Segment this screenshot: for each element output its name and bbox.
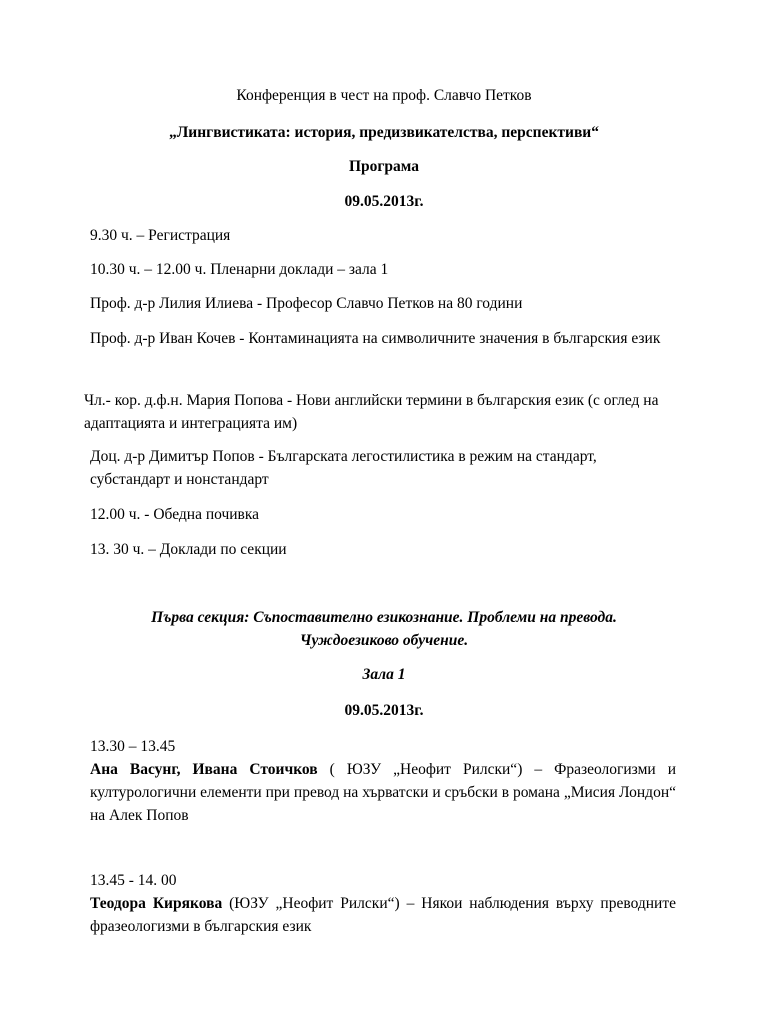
talk-1-authors: Ана Васунг, Ивана Стоичков xyxy=(90,761,318,778)
section-date: 09.05.2013г. xyxy=(344,702,424,719)
talk-2-authors: Теодора Кирякова xyxy=(90,895,223,912)
conference-dedication: Конференция в чест на проф. Славчо Петков xyxy=(236,87,532,104)
conference-title: „Лингвистиката: история, предизвикателства, перспективи“ xyxy=(169,124,599,141)
talk-1-text: ( ЮЗУ „Неофит Рилски“) – Фразеологизми и културологични елементи при превод на хърватски и сръбски в романа „Мисия Лондон“ на Алек Попов xyxy=(90,761,676,824)
schedule-plenary: 10.30 ч. – 12.00 ч. Пленарни доклади – зала 1 xyxy=(90,261,389,278)
talk-2-text: (ЮЗУ „Неофит Рилски“) – Някои наблюдения върху преводните фразеологизми в българския език xyxy=(90,895,677,935)
program-heading: Програма xyxy=(348,158,420,175)
talk-1-body xyxy=(90,758,676,827)
plenary-talk-2: Проф. д-р Иван Кочев - Контаминацията на символичните значения в българския език xyxy=(90,330,661,347)
plenary-talk-3: Чл.- кор. д.ф.н. Мария Попова - Нови английски термини в българския език (с оглед на адаптацията и интеграцията им) xyxy=(84,392,659,432)
talk-2-body xyxy=(90,892,676,938)
section-title-line1: Първа секция: Съпоставително езикознание. Проблеми на превода. xyxy=(151,609,617,626)
program-date: 09.05.2013г. xyxy=(344,193,424,210)
schedule-lunch: 12.00 ч. - Обедна почивка xyxy=(90,506,260,523)
plenary-talk-1: Проф. д-р Лилия Илиева - Професор Славчо Петков на 80 години xyxy=(90,295,523,312)
talk-1-time: 13.30 – 13.45 xyxy=(90,738,176,755)
talk-1 xyxy=(90,735,676,827)
schedule-sections: 13. 30 ч. – Доклади по секции xyxy=(90,541,287,558)
section-title-line2: Чуждоезиково обучение. xyxy=(299,632,469,649)
talk-2 xyxy=(90,869,676,938)
schedule-registration: 9.30 ч. – Регистрация xyxy=(90,227,231,244)
section-hall: Зала 1 xyxy=(362,666,406,683)
talk-2-time: 13.45 - 14. 00 xyxy=(90,872,177,889)
plenary-talk-4: Доц. д-р Димитър Попов - Българската легостилистика в режим на стандарт, субстандарт и нонстандарт xyxy=(90,448,597,488)
